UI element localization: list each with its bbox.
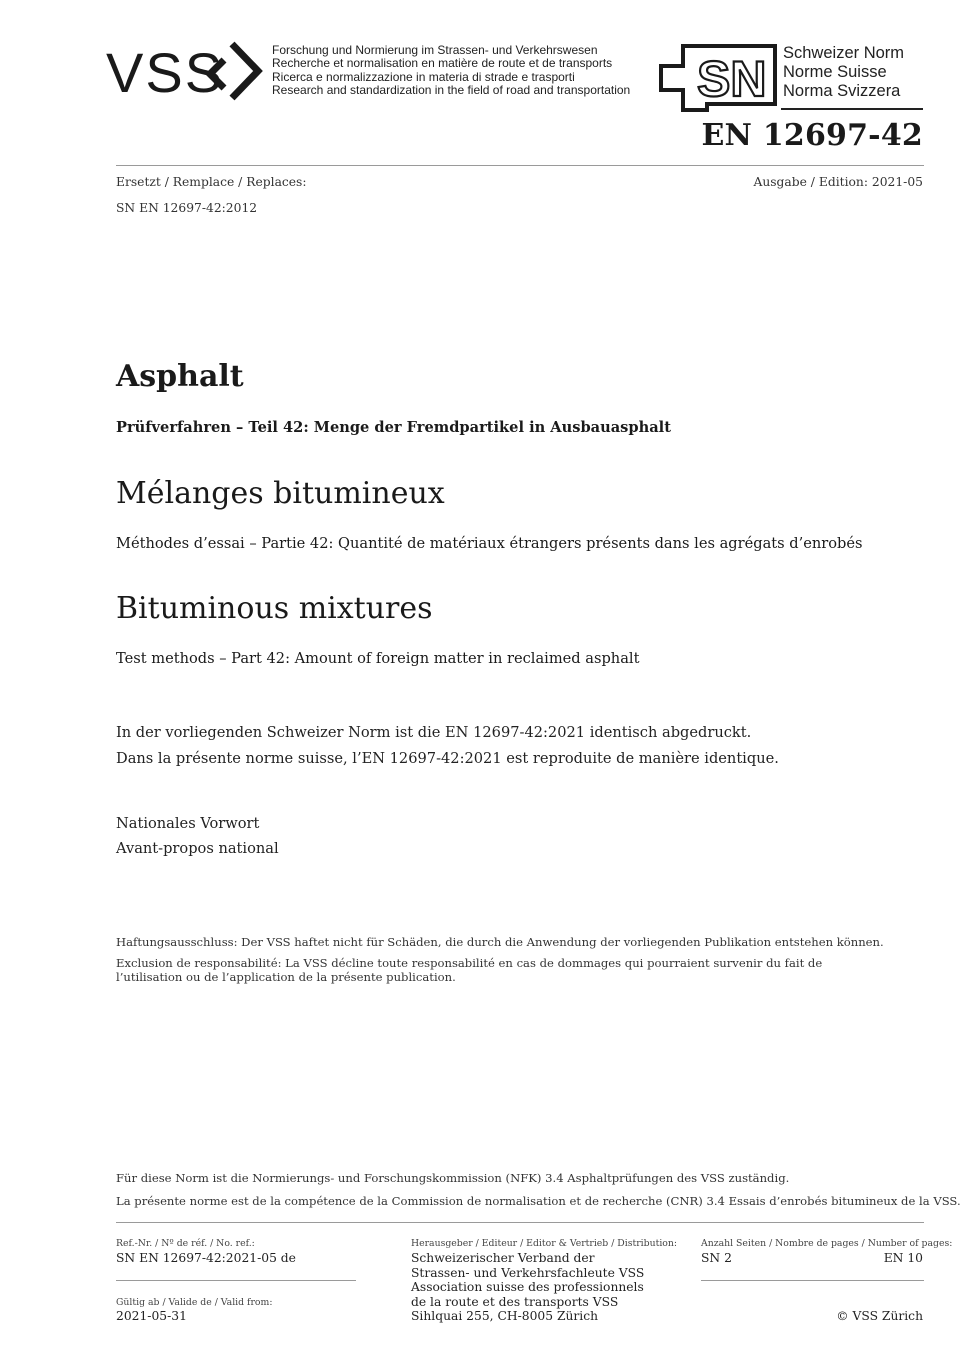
publisher-line: Sihlquai 255, CH-8005 Zürich xyxy=(411,1309,599,1323)
foreword-fr: Avant-propos national xyxy=(116,840,279,857)
tagline-line-en: Research and standardization in the field of road and transportation xyxy=(272,83,631,98)
document-number: EN 12697-42 xyxy=(701,118,923,153)
publisher-label: Herausgeber / Editeur / Editor & Vertrieb / Distribution: xyxy=(411,1238,678,1249)
disclaimer-de: Haftungsausschluss: Der VSS haftet nicht für Schäden, die durch die Anwendung der vorliegenden Publikation entstehen können. xyxy=(116,935,884,949)
identity-statement-de: In der vorliegenden Schweizer Norm ist die EN 12697-42:2021 identisch abgedruckt. xyxy=(116,724,752,741)
tagline-line-fr: Recherche et normalisation en matière de route et de transports xyxy=(272,56,613,71)
subtitle-fr: Méthodes d’essai – Partie 42: Quantité de matériaux étrangers présents dans les agrégats d’enrobés xyxy=(116,535,863,552)
page-count-sn: SN 2 xyxy=(701,1251,732,1265)
publisher-line: Association suisse des professionnels xyxy=(411,1280,644,1294)
vss-tagline xyxy=(272,44,630,98)
header-divider xyxy=(116,165,924,166)
sn-logo-text: SN xyxy=(697,51,767,107)
identity-statement-fr: Dans la présente norme suisse, l’EN 12697-42:2021 est reproduite de manière identique. xyxy=(116,750,779,767)
replaces-value: SN EN 12697-42:2012 xyxy=(116,201,258,215)
replaces-label: Ersetzt / Remplace / Replaces: xyxy=(116,175,307,189)
committee-de: Für diese Norm ist die Normierungs- und Forschungskommission (NFK) 3.4 Asphaltprüfungen des VSS zuständig. xyxy=(116,1171,790,1185)
committee-fr: La présente norme est de la compétence de la Commission de normalisation et de recherche (CNR) 3.4 Essais d’enrobés bitumineux de la VSS. xyxy=(116,1194,961,1208)
sn-underline xyxy=(781,108,923,110)
footer-divider xyxy=(116,1222,924,1223)
tagline-line-de: Forschung und Normierung im Strassen- und Verkehrswesen xyxy=(272,43,598,57)
publisher-line: de la route et des transports VSS xyxy=(411,1294,619,1309)
valid-from-value: 2021-05-31 xyxy=(116,1309,187,1323)
valid-from-label: Gültig ab / Valide de / Valid from: xyxy=(116,1297,273,1308)
copyright: © VSS Zürich xyxy=(836,1309,923,1323)
ref-number-value: SN EN 12697-42:2021-05 de xyxy=(116,1251,296,1265)
subtitle-en: Test methods – Part 42: Amount of foreign matter in reclaimed asphalt xyxy=(116,650,640,667)
publisher-address xyxy=(411,1251,644,1324)
subtitle-de: Prüfverfahren – Teil 42: Menge der Fremdpartikel in Ausbauasphalt xyxy=(116,419,671,436)
page-count-divider xyxy=(701,1280,924,1281)
title-en: Bituminous mixtures xyxy=(116,591,433,626)
foreword-de: Nationales Vorwort xyxy=(116,815,260,832)
title-fr: Mélanges bitumineux xyxy=(116,476,445,511)
vss-logo xyxy=(106,40,266,102)
page-count-label: Anzahl Seiten / Nombre de pages / Number of pages: xyxy=(701,1238,953,1249)
sn-name-de: Schweizer Norm xyxy=(783,44,905,62)
title-de: Asphalt xyxy=(116,359,244,394)
tagline-line-it: Ricerca e normalizzazione in materia di strade e trasporti xyxy=(272,69,575,84)
publisher-line: Schweizerischer Verband der xyxy=(411,1251,595,1265)
sn-norm-names xyxy=(783,44,904,101)
ref-divider xyxy=(116,1280,356,1281)
edition-date: Ausgabe / Edition: 2021-05 xyxy=(753,175,923,189)
disclaimer-fr: Exclusion de responsabilité: La VSS décline toute responsabilité en cas de dommages qui pourraient survenir du fait de l’utilisation ou de l’application de la présente publication. xyxy=(116,956,823,984)
vss-chevron-icon xyxy=(232,44,258,98)
publisher-line: Strassen- und Verkehrsfachleute VSS xyxy=(411,1265,645,1280)
ref-number-label: Ref.-Nr. / Nº de réf. / No. ref.: xyxy=(116,1238,255,1249)
sn-name-it: Norma Svizzera xyxy=(783,82,901,100)
vss-logo-text: VSS xyxy=(106,41,225,102)
page-count-en: EN 10 xyxy=(883,1251,923,1265)
sn-name-fr: Norme Suisse xyxy=(783,63,887,81)
sn-cross-logo xyxy=(657,44,779,112)
